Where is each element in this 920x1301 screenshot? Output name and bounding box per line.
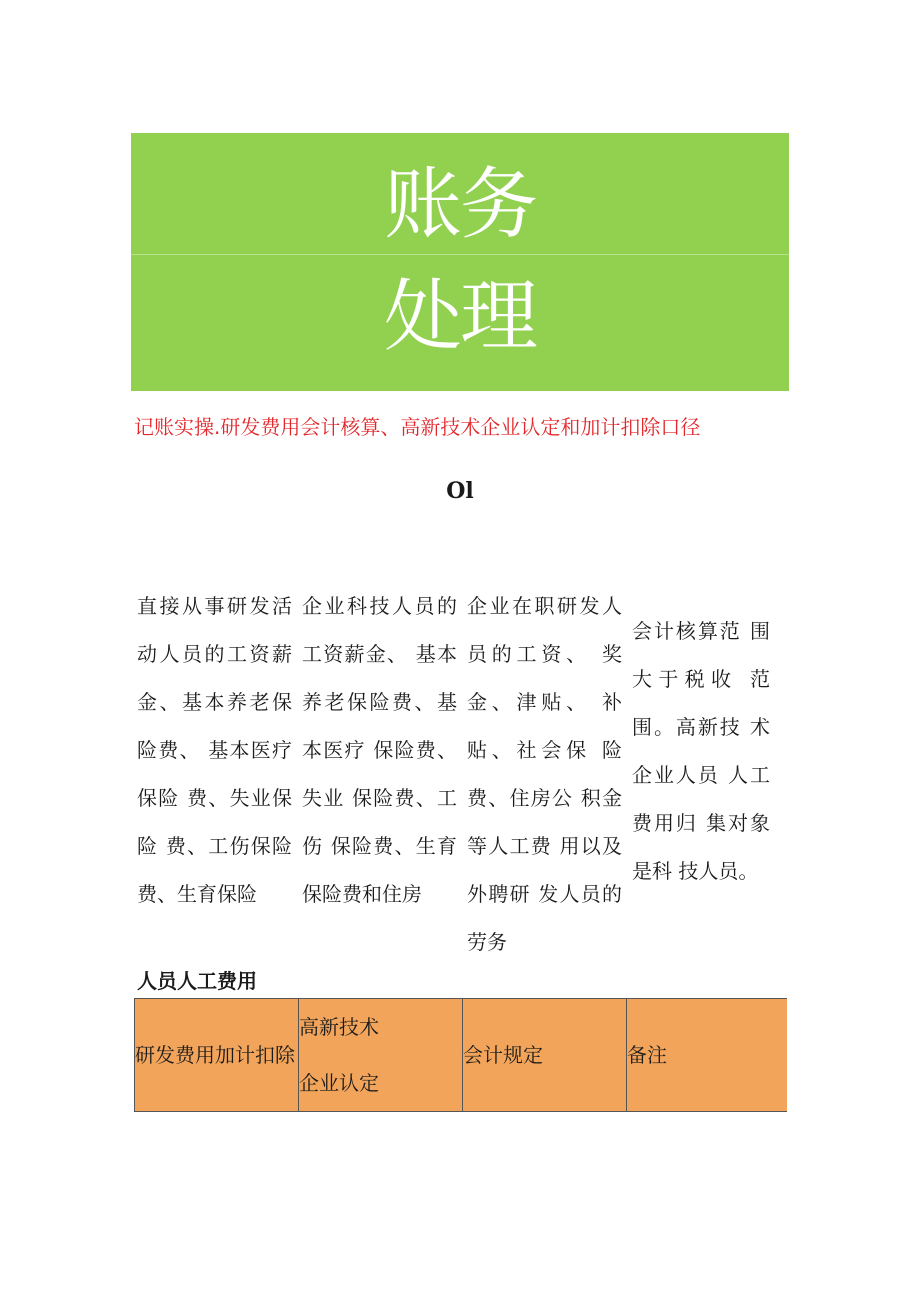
banner-title-line2: 处理 bbox=[383, 272, 536, 362]
banner-divider bbox=[131, 254, 789, 255]
header-remarks bbox=[626, 999, 787, 1112]
header-rd-deduction bbox=[135, 999, 299, 1112]
banner-title-line1: 账务 bbox=[383, 160, 536, 250]
remarks-text: 会计核算范 围大于税收 范围。高新技 术企业人员 人工费用归 集对象是科 技人员。 bbox=[632, 619, 770, 883]
header-high-tech-line2: 企业认定 bbox=[298, 1071, 379, 1095]
high-tech-text: 企业科技人员的工资薪金、 基本养老保险费、基本医疗 保险费、失业 保险费、工伤 保险费、生育 保险费和住房 bbox=[302, 594, 457, 906]
header-high-tech-line1: 高新技术 bbox=[298, 1015, 379, 1039]
header-high-tech bbox=[298, 999, 462, 1112]
header-accounting bbox=[462, 999, 626, 1112]
table-caption: 人员人工费用 bbox=[137, 969, 257, 993]
section-number: Ol bbox=[446, 478, 474, 504]
comparison-table-header bbox=[134, 998, 787, 1112]
rd-deduction-text: 直接从事研发活动人员的工资薪金、基本养老保险费、 基本医疗保险 费、失业保险 费、工伤保险 费、生育保险 bbox=[137, 594, 292, 906]
header-rd-deduction-label: 研发费用加计扣除 bbox=[135, 1043, 295, 1067]
document-subtitle: 记账实操.研发费用会计核算、高新技术企业认定和加计扣除口径 bbox=[134, 415, 701, 439]
header-remarks-label: 备注 bbox=[626, 1043, 667, 1067]
table-header-row bbox=[135, 999, 788, 1112]
accounting-text: 企业在职研发人员的工资、 奖金、津贴、 补贴、社会保 险费、住房公 积金等人工费 用以及外聘研 发人员的劳务 bbox=[467, 594, 622, 954]
header-accounting-label: 会计规定 bbox=[462, 1043, 543, 1067]
